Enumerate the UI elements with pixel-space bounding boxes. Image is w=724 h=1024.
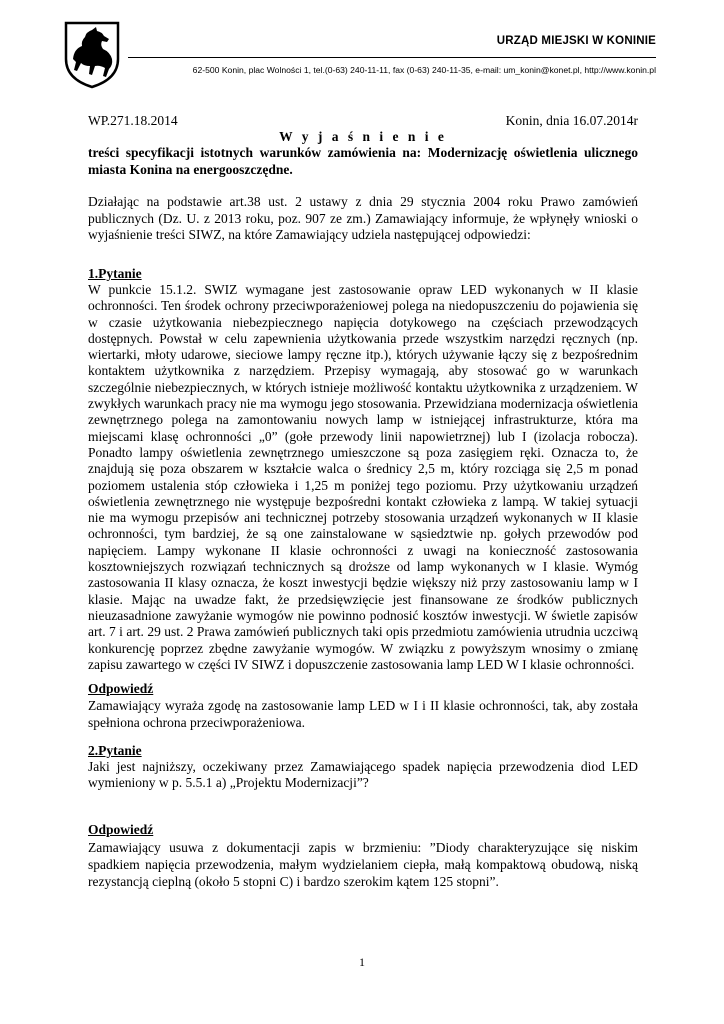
answer-2-heading: Odpowiedź [88,822,154,837]
answer-1-text: Zamawiający wyraża zgodę na zastosowanie lamp LED w I i II klasie ochronności, tak, aby została spełniona ochrona przeciwporażeniowa. [88,698,638,730]
horse-crest-icon [62,19,122,89]
answer-2-text: Zamawiający usuwa z dokumentacji zapis w brzmieniu: ”Diody charakteryzujące się niskim spadkiem napięcia przewodzenia, małym wydzielaniem ciepła, małą kompaktową obudową, niską rezystancją cieplną (około 5 stopni C) i bardzo szerokim kątem 125 stopni”. [88,840,638,889]
question-2-heading: 2.Pytanie [88,743,142,758]
header-divider [128,57,656,58]
document-subject: treści specyfikacji istotnych warunków zamówienia na: Modernizację oświetlenia ulicznego miasta Konina na energooszczędne. [88,145,638,177]
office-address: 62-500 Konin, plac Wolności 1, tel.(0-63) 240-11-11, fax (0-63) 240-11-35, e-mail: um_konin@konet.pl, http://www.konin.pl [192,65,656,75]
reference-number: WP.271.18.2014 [88,113,178,128]
document-title: W y j a ś n i e n i e [279,129,447,144]
city-crest-logo [62,19,122,89]
question-2-text: Jaki jest najniższy, oczekiwany przez Zamawiającego spadek napięcia przewodzenia diod LED wymieniony w p. 5.5.1 a) „Projektu Modernizacji”? [88,759,638,791]
intro-paragraph: Działając na podstawie art.38 ust. 2 ustawy z dnia 29 stycznia 2004 roku Prawo zamówień publicznych (Dz. U. z 2013 roku, poz. 907 ze zm.) Zamawiający informuje, że wpłynęły wnioski o wyjaśnienie treści SIWZ, na które Zamawiający udziela następującej odpowiedzi: [88,194,638,242]
answer-1-heading: Odpowiedź [88,681,154,696]
office-name: URZĄD MIEJSKI W KONINIE [496,35,656,47]
question-1-heading: 1.Pytanie [88,266,142,281]
question-1-text: W punkcie 15.1.2. SWIZ wymagane jest zastosowanie opraw LED wykonanych w II klasie ochronności. Ten środek ochrony przeciwporażeniowej polega na niedopuszczeniu do pojawienia się w czasie użytkowania niebezpiecznego napięcia dotykowego na częściach przewodzących dostępnych. Powstał w celu zapewnienia użytkowania przede wszystkim narzędzi ręcznych (np. wiertarki, młoty udarowe, sieciowe lampy ręczne itp.), których używanie łączy się z bezpośrednim kontaktem użytkownika z narzędziem. Przepisy wymagają, aby stosować go w warunkach szczególnie niebezpiecznych, w których istnieje możliwość kontaktu użytkownika z urządzeniem. W zwykłych warunkach pracy nie ma wymogu jego stosowania. Przewidziana modernizacja oświetlenia zewnętrznego polega na zamontowaniu nowych lamp w istniejącej infrastrukturze, która ma miejscami klasę ochronności „0” (gołe przewody linii napowietrznej) lub I (izolacja robocza). Ponadto lampy oświetlenia zewnętrznego umieszczone są poza zasięgiem ręki. Oznacza to, że znajdują się poza obszarem w kształcie walca o średnicy 2,5 m, który rozciąga się 2,5 m ponad poziomem ustalenia stóp człowieka i 1,25 m poniżej tego poziomu. Przy użytkowaniu urządzeń oświetlenia zewnętrznego nie występuje bezpośredni kontakt człowieka z lampą. W takiej sytuacji nie ma wymogu przepisów ani technicznej potrzeby stosowania urządzeń wykonanych w II klasie ochronności, tym bardziej, że są one zainstalowane w sąsiedztwie np. gołych przewodów pod napięciem. Lampy wykonane II klasie ochronności z uwagi na konieczność zastosowania kosztowniejszych rozwiązań technicznych są droższe od lamp wykonanych w I klasie. Wymóg zastosowania II klasy oznacza, że koszt inwestycji będzie większy niż przy zastosowaniu lamp w I klasie. Mając na uwadze fakt, że przedsięwzięcie jest finansowane ze środków publicznych nieuzasadnione zawyżanie wymogów nie powinno podnosić kosztów inwestycji. W świetle zapisów art. 7 i art. 29 ust. 2 Prawa zamówień publicznych taki opis przedmiotu zamówienia utrudnia uczciwą konkurencję poprzez zbędne zawyżanie wymogów. W związku z powyższym wnosimy o zmianę zapisu zawartego w części IV SIWZ i dopuszczenie zastosowania lamp LED W I klasie ochronności. [88,282,638,672]
place-and-date: Konin, dnia 16.07.2014r [505,113,638,128]
page-number: 1 [359,955,365,969]
